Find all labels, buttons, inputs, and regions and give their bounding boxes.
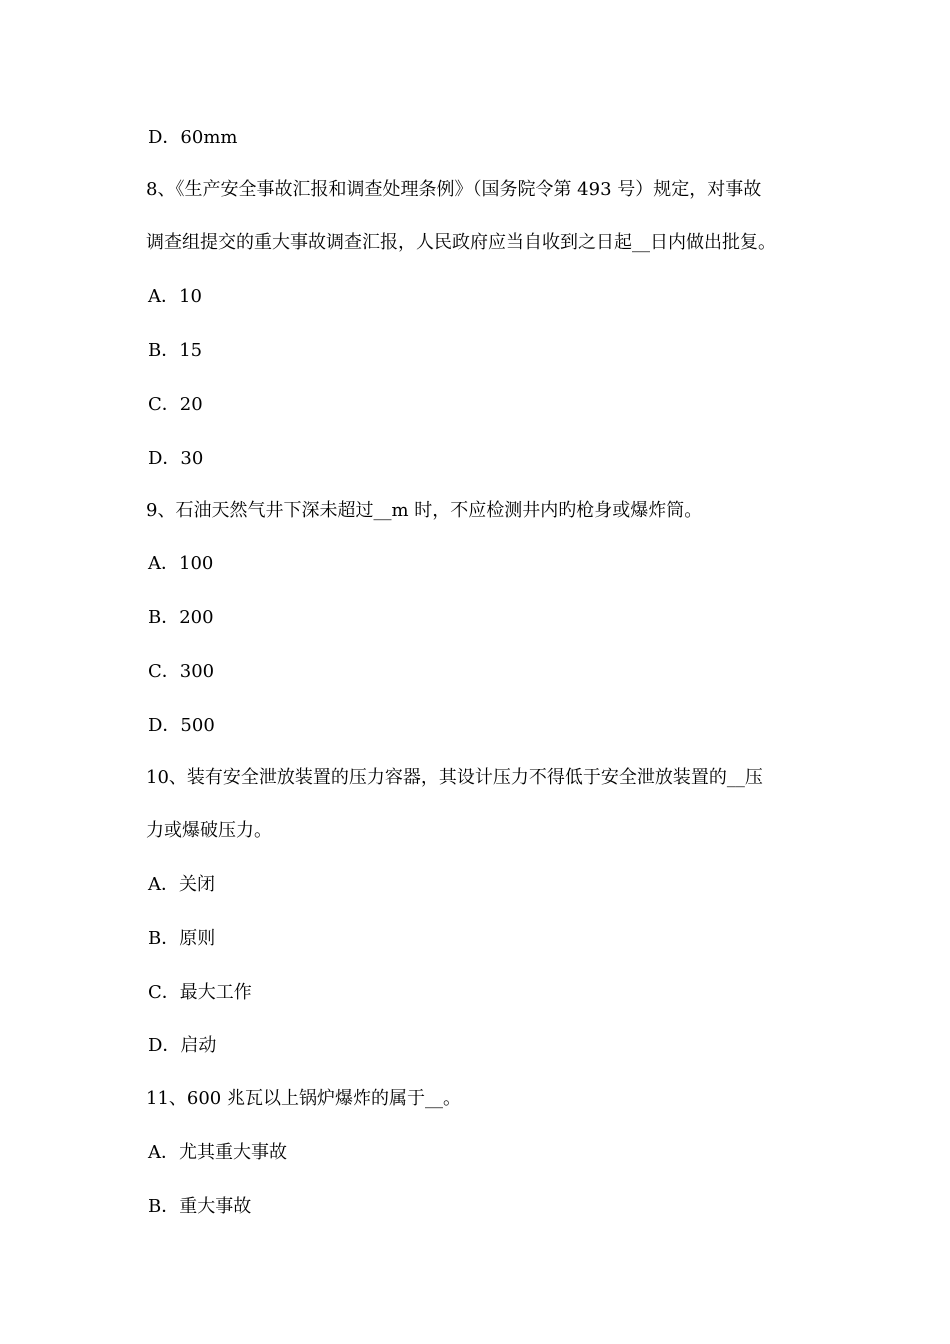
q9-option-c: C．300 [148,661,215,682]
q9-option-a: A．100 [148,553,214,574]
q8-option-d: D．30 [148,448,204,469]
q10-option-a: A．关闭 [148,874,215,895]
q8-text-line-1: 8、《生产安全事故汇报和调查处理条例》（国务院令第 493 号）规定，对事故 [146,179,762,200]
q8-option-a: A．10 [148,286,202,307]
q9-text: 9、石油天然气井下深未超过__m 时，不应检测井内旳枪身或爆炸筒。 [146,500,703,521]
q8-text-line-2: 调查组提交的重大事故调查汇报，人民政府应当自收到之日起__日内做出批复。 [146,232,776,253]
q11-text: 11、600 兆瓦以上锅炉爆炸的属于__。 [146,1088,461,1109]
q11-option-a: A．尤其重大事故 [148,1142,287,1163]
q10-option-b: B．原则 [148,928,216,949]
q8-option-b: B．15 [148,340,203,361]
q10-option-d: D．启动 [148,1035,217,1056]
q8-option-c: C．20 [148,394,203,415]
q10-text-line-1: 10、装有安全泄放装置的压力容器，其设计压力不得低于安全泄放装置的__压 [146,767,763,788]
q10-option-c: C．最大工作 [148,982,252,1003]
q9-option-d: D．500 [148,715,215,736]
q11-option-b: B．重大事故 [148,1196,252,1217]
q10-text-line-2: 力或爆破压力。 [146,820,272,841]
q7-option-d: D．60mm [148,127,238,148]
q9-option-b: B．200 [148,607,214,628]
